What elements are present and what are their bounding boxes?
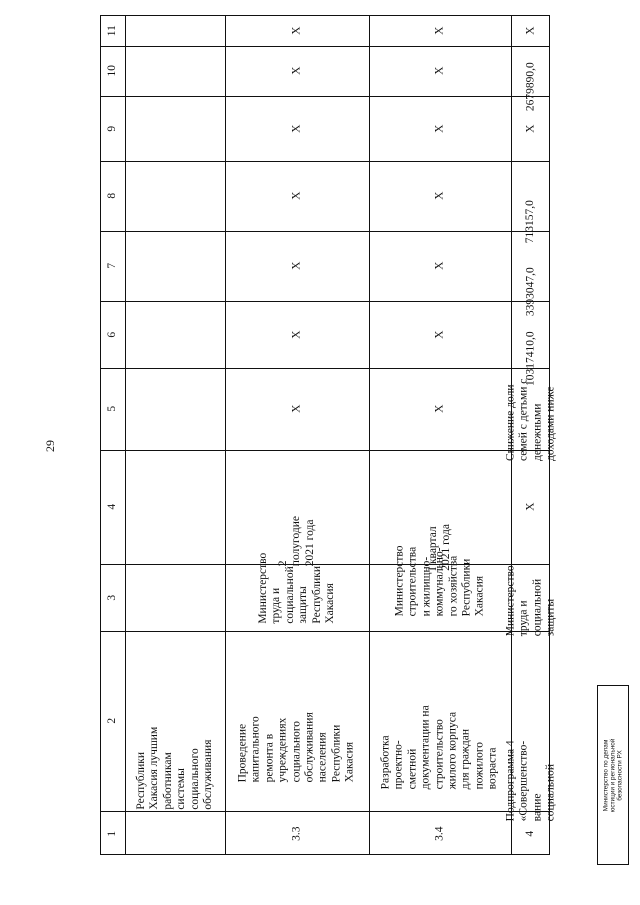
row-2-col-1-text: 3.3 [290, 826, 303, 841]
row-3-col-10 [369, 46, 511, 96]
row-2-col-1 [225, 811, 369, 856]
row-2-col-11 [225, 16, 369, 46]
row-4-col-6-text: 10317410,0 [524, 330, 537, 386]
row-4-col-4 [511, 450, 551, 564]
row-3-col-6 [369, 301, 511, 368]
row-3-col-2 [369, 631, 511, 811]
col-header-6 [101, 301, 125, 368]
row-4-col-7-text: 3393047,0 [524, 266, 537, 316]
row-3-col-1-text: 3.4 [433, 826, 446, 841]
col-header-3-text: 3 [106, 594, 119, 601]
col-header-6-text: 6 [106, 331, 119, 338]
row-3-col-4-text: I квартал 2021 года [426, 524, 452, 571]
row-1-col-9 [125, 96, 225, 161]
col-header-8-text: 8 [106, 193, 119, 199]
row-2-col-7-text: X [290, 261, 303, 271]
row-2-col-8-text: X [290, 191, 303, 201]
row-2-col-3-text: Министерство труда и социальной защиты Республики Хакасия [256, 552, 336, 624]
row-3-col-5-text: X [433, 404, 446, 414]
row-3-col-11 [369, 16, 511, 46]
row-4-col-3 [504, 564, 557, 637]
page-number: 29 [43, 440, 57, 452]
row-3-col-10-text: X [433, 66, 446, 76]
row-3-col-6-text: X [433, 330, 446, 339]
row-3-col-1 [369, 811, 511, 856]
row-3-col-9-text: X [433, 124, 446, 133]
row-2-col-2-text: Проведение капитального ремонта в учреждениях социального обслуживания населения Республики Хакасия [236, 712, 356, 783]
row-1-col-8 [125, 161, 225, 231]
row-4-col-1-text: 4 [524, 830, 537, 837]
row-4-col-4-text: X [524, 502, 537, 512]
row-1-col-2 [125, 631, 225, 811]
row-2-col-10 [225, 46, 369, 96]
row-1-col-1 [125, 811, 225, 856]
row-3-col-7 [369, 231, 511, 301]
row-4-col-8 [511, 161, 551, 243]
row-2-col-2 [225, 631, 369, 811]
row-1-col-11 [125, 16, 225, 46]
row-2-col-5 [225, 368, 369, 450]
col-header-4-text: 4 [106, 504, 119, 510]
col-header-8 [101, 161, 125, 231]
col-header-2-text: 2 [106, 718, 119, 724]
row-4-col-8-text: 713157,0 [524, 199, 537, 243]
col-header-7-text: 7 [106, 263, 119, 269]
col-header-4 [101, 450, 125, 564]
row-3-col-11-text: X [433, 26, 446, 36]
row-4-col-11-text: X [524, 26, 537, 36]
col-header-10-text: 10 [106, 65, 119, 77]
document-table [100, 15, 557, 855]
row-2-col-8 [225, 161, 369, 231]
row-2-col-4 [225, 450, 369, 564]
registration-stamp: Министерство по делам юстиции и региональной безопасности РХ [597, 685, 629, 865]
row-2-col-4-text: 2 полугодие 2021 года [276, 515, 316, 566]
col-header-2 [101, 631, 125, 811]
col-header-5-text: 5 [106, 406, 119, 412]
row-3-col-9 [369, 96, 511, 161]
row-3-col-5 [369, 368, 511, 450]
col-header-9-text: 9 [106, 125, 119, 132]
row-4-col-10 [511, 46, 551, 111]
col-header-9 [101, 96, 125, 161]
row-2-col-5-text: X [290, 404, 303, 414]
row-4-col-10-text: 2679890,0 [524, 61, 537, 111]
row-4-col-5-text: Снижение доли семей с детьми с денежными доходами ниже [504, 378, 557, 462]
row-3-col-2-text: Разработка проектно- сметной документации на строительство жилого корпуса для граждан пожилого возраста [379, 705, 499, 790]
row-2-col-9-text: X [290, 124, 303, 133]
col-header-3 [101, 564, 125, 631]
row-4-col-2 [504, 631, 557, 822]
row-1-col-7 [125, 231, 225, 301]
row-3-col-3-text: Министерство строительства и жилищно- коммунально- го хозяйства Республики Хакасия [393, 545, 486, 617]
row-3-col-8 [369, 161, 511, 231]
col-header-11-text: 11 [106, 25, 119, 37]
row-2-col-7 [225, 231, 369, 301]
row-3-col-7-text: X [433, 261, 446, 271]
row-4-col-11 [511, 16, 551, 46]
row-3-col-8-text: X [433, 191, 446, 201]
row-4-col-3-text: Министерство труда и социальной защиты [504, 565, 557, 637]
row-2-col-11-text: X [290, 26, 303, 36]
col-header-1-text: 1 [106, 830, 119, 837]
row-1-col-10 [125, 46, 225, 96]
col-header-11 [101, 16, 125, 46]
row-2-col-6 [225, 301, 369, 368]
row-3-col-4 [369, 450, 511, 571]
row-2-col-9 [225, 96, 369, 161]
row-2-col-3 [225, 552, 369, 631]
row-1-col-5 [125, 368, 225, 450]
row-1-col-4 [125, 450, 225, 564]
row-1-col-6 [125, 301, 225, 368]
col-header-5 [101, 368, 125, 450]
col-header-10 [101, 46, 125, 96]
row-2-col-6-text: X [290, 330, 303, 339]
row-2-col-10-text: X [290, 66, 303, 76]
col-header-1 [101, 811, 125, 856]
col-header-7 [101, 231, 125, 301]
row-4-col-2-text: Подпрограмма 4 «Совершенство- вание социальной [504, 740, 557, 822]
row-4-col-9-text: X [524, 124, 537, 133]
row-1-col-3 [125, 564, 225, 631]
row-1-col-2-text: Республики Хакасия лучшим работникам системы социального обслуживания [134, 726, 214, 810]
